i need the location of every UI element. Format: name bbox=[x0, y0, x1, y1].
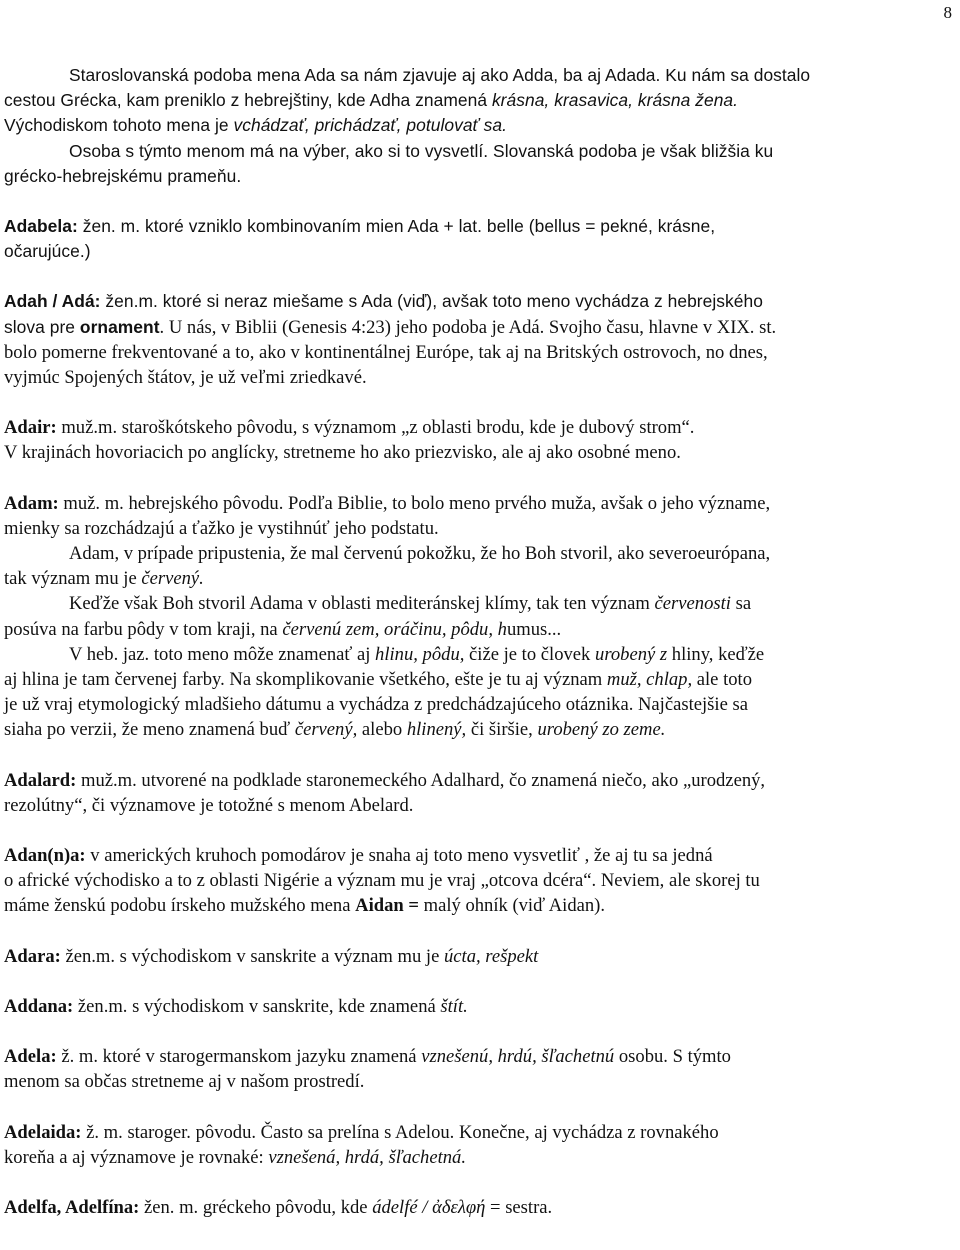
intro-line: Staroslovanská podoba mena Ada sa nám zjavuje aj ako Adda, ba aj Adada. Ku nám sa dostalo bbox=[69, 65, 811, 85]
entry-adair: Adair: muž.m. staroškótskeho pôvodu, s významom „z oblasti brodu, kde je dubový strom“. V krajinách hovoriacich po anglícky, stretneme ho ako priezvisko, ale aj ako osobné meno. bbox=[4, 417, 695, 464]
entry-term: Adair: bbox=[4, 417, 57, 439]
emphasis: ornament bbox=[79, 316, 160, 337]
emphasis: červenú zem, oráčinu, pôdu, h bbox=[282, 618, 507, 640]
entry-term: Adam: bbox=[4, 492, 59, 514]
entry-term: Adabela: bbox=[4, 216, 78, 237]
intro-line: Východiskom tohoto mena je vchádzať, prichádzať, potulovať sa. bbox=[4, 115, 507, 136]
emphasis: hlinený, bbox=[406, 719, 467, 741]
emphasis: úcta, rešpekt bbox=[443, 945, 539, 967]
page-number: 8 bbox=[943, 3, 952, 22]
entry-adah: Adah / Adá: žen.m. ktoré si neraz miešame s Ada (viď), avšak toto meno vychádza z hebrejského slova pre ornament. U nás, v Biblii (Genesis 4:23) jeho podoba je Adá. Svojho času, hlavne v XIX. st. bolo pomerne frekventované a to, ako v kontinentálnej Európe, tak aj na Britských ostrovoch, no dnes, vyjmúc Spojených štátov, je už veľmi zriedkavé. bbox=[4, 291, 777, 389]
entry-term: Adelaida: bbox=[4, 1121, 82, 1143]
entry-adabela: Adabela: žen. m. ktoré vzniklo kombinovaním mien Ada + lat. belle (bellus = pekné, krásne, očarujúce.) bbox=[4, 216, 716, 262]
emphasis: vznešená, hrdá, šľachetná. bbox=[268, 1146, 466, 1168]
emphasis: urobený z bbox=[595, 643, 668, 665]
emphasis: urobený zo zeme. bbox=[537, 719, 666, 741]
emphasis: ádelfé / ἀδελφή bbox=[372, 1196, 486, 1218]
intro-line: grécko-hebrejskému prameňu. bbox=[4, 165, 242, 186]
entry-term: Adelfa, Adelfína: bbox=[4, 1196, 140, 1218]
entry-term: Adah / Adá: bbox=[4, 291, 101, 312]
emphasis: červenosti bbox=[654, 593, 731, 615]
entry-adelaida: Adelaida: ž. m. staroger. pôvodu. Často sa prelína s Adelou. Konečne, aj vychádza z rovnakého koreňa a aj významove je rovnaké: vznešená, hrdá, šľachetná. bbox=[4, 1121, 719, 1168]
entry-term: Adela: bbox=[4, 1046, 57, 1068]
emphasis: červený. bbox=[141, 568, 204, 590]
emphasis: Aidan = bbox=[355, 895, 419, 917]
entry-adalard: Adalard: muž.m. utvorené na podklade staronemeckého Adalhard, čo znamená niečo, ako „urodzený, rezolútny“, či významove je totožné s menom Abelard. bbox=[4, 769, 766, 816]
emphasis: muž, chlap, bbox=[606, 669, 693, 691]
intro-line: Osoba s týmto menom má na výber, ako si to vysvetlí. Slovanská podoba je však bližšia ku bbox=[69, 140, 774, 161]
entry-adela: Adela: ž. m. ktoré v starogermanskom jazyku znamená vznešenú, hrdú, šľachetnú osobu. S týmto menom sa občas stretneme aj v našom prostredí. bbox=[4, 1046, 731, 1093]
emphasis: vznešenú, hrdú, šľachetnú bbox=[421, 1046, 615, 1068]
entry-term: Adara: bbox=[4, 945, 61, 967]
entry-term: Adalard: bbox=[4, 769, 77, 791]
intro-paragraph bbox=[4, 63, 944, 189]
entry-adanna: Adan(n)a: v amerických kruhoch pomodárov je snaha aj toto meno vysvetliť , že aj tu sa jedná o africké východisko a to z oblasti Nigérie a význam mu je vraj „otcova dcéra“. Neviem, ale skorej tu máme ženskú podobu írskeho mužského mena Aidan = malý ohník (viď Aidan). bbox=[4, 845, 760, 917]
entry-term: Adan(n)a: bbox=[4, 845, 86, 867]
intro-line: cestou Grécka, kam preniklo z hebrejštiny, kde Adha znamená krásna, krasavica, krásna žena. bbox=[4, 90, 739, 111]
entry-adara: Adara: žen.m. s východiskom v sanskrite a význam mu je úcta, rešpekt bbox=[4, 945, 539, 967]
emphasis: štít. bbox=[440, 995, 468, 1017]
emphasis: vchádzať, prichádzať, potulovať sa. bbox=[233, 115, 507, 136]
entry-adelfa: Adelfa, Adelfína: žen. m. gréckeho pôvodu, kde ádelfé / ἀδελφή = sestra. bbox=[4, 1196, 553, 1218]
entry-term: Addana: bbox=[4, 995, 74, 1017]
entry-adam: Adam: muž. m. hebrejského pôvodu. Podľa Biblie, to bolo meno prvého muža, avšak o jeho význame, mienky sa rozchádzajú a ťažko je vystihnúť jeho podstatu. Adam, v prípade pripustenia, že mal červenú pokožku, že ho Boh stvoril, ako severoeurópana, tak význam mu je červený. Keďže však Boh stvoril Adama v oblasti mediteránskej klímy, tak ten význam červenosti sa posúva na farbu pôdy v tom kraji, na červenú zem, oráčinu, pôdu, humus... V heb. jaz. toto meno môže znamenať aj hlinu, pôdu, čiže je to človek urobený z hliny, keďže aj hlina je tam červenej farby. Na skomplikovanie všetkého, ešte je tu aj význam muž, chlap, ale toto je už vraj etymologický mladšieho dátumu a vychádza z predchádzajúceho otáznika. Najčastejšie sa siaha po verzii, že meno znamená buď červený, alebo hlinený, či širšie, urobený zo zeme. bbox=[4, 492, 771, 741]
document-body bbox=[4, 63, 944, 1220]
emphasis: hlinu, pôdu, bbox=[375, 643, 465, 665]
emphasis: červený, bbox=[294, 719, 358, 741]
emphasis: krásna, krasavica, krásna žena. bbox=[491, 90, 739, 111]
entry-addana: Addana: žen.m. s východiskom v sanskrite, kde znamená štít. bbox=[4, 995, 468, 1017]
